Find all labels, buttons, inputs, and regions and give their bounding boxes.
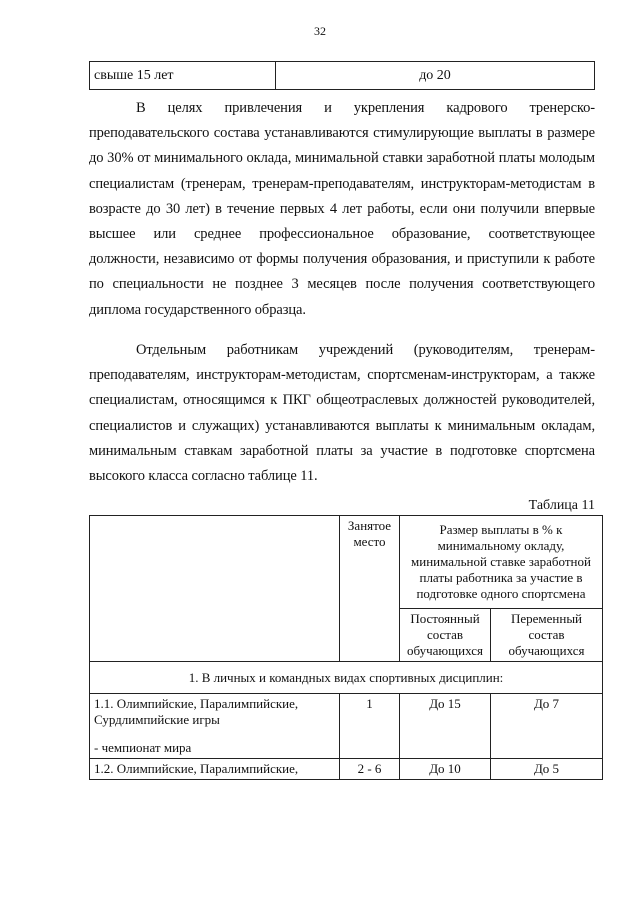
- header-empty-cell: [90, 516, 340, 662]
- competition-cell: [90, 694, 340, 759]
- payment-table: [89, 515, 603, 780]
- spacer: [94, 728, 337, 740]
- place-cell: 1: [340, 694, 400, 759]
- header-variable: Переменный состав обучающихся: [491, 609, 603, 662]
- experience-cell: свыше 15 лет: [90, 62, 276, 90]
- table-row: [90, 694, 603, 759]
- paragraph-young-specialists: В целях привлечения и укрепления кадрового тренерско-преподавательского состава устанавливаются стимулирующие выплаты в размере до 30% от минимального оклада, минимальной ставки заработной платы молодым специалистам (тренерам, тренерам-преподавателям, инструкторам-методистам в возрасте до 30 лет) в течение первых 4 лет работы, если они получили впервые высшее или среднее профессиональное образование, соответствующее должности, независимо от формы получения образования, и приступили к работе по специальности не позднее 3 месяцев после получения соответствующего диплома государственного образца.: [89, 100, 595, 318]
- header-payment-size: Размер выплаты в % к минимальному окладу, минимальной ставке заработной платы работника за участие в подготовке одного спортсмена: [400, 516, 603, 609]
- table-row: [90, 759, 603, 780]
- permanent-cell: До 15: [400, 694, 491, 759]
- section-row: [90, 662, 603, 694]
- competition-sub: - чемпионат мира: [94, 740, 192, 755]
- variable-cell: До 5: [491, 759, 603, 780]
- paragraph-high-class-athletes: Отдельным работникам учреждений (руководителям, тренерам-преподавателям, инструкторам-методистам, спортсменам-инструкторам, а также специалистам, относящимся к ПКГ общеотраслевых должностей руководителей, специалистов и служащих) устанавливаются выплаты к минимальным окладам, минимальным ставкам заработной платы за участие в подготовке спортсмена высокого класса согласно таблице 11.: [89, 342, 595, 485]
- header-place: Занятое место: [340, 516, 400, 662]
- place-cell: 2 - 6: [340, 759, 400, 780]
- table-row: [90, 62, 595, 90]
- coefficient-cell: до 20: [276, 62, 595, 90]
- table-header-row: [90, 516, 603, 609]
- section-title: 1. В личных и командных видах спортивных дисциплин:: [90, 662, 603, 694]
- competition-cell: [90, 759, 340, 780]
- experience-table-fragment: [89, 61, 595, 90]
- variable-cell: До 7: [491, 694, 603, 759]
- permanent-cell: До 10: [400, 759, 491, 780]
- competition-name: 1.1. Олимпийские, Паралимпийские, Сурдлимпийские игры: [94, 696, 299, 727]
- table-caption: Таблица 11: [528, 498, 595, 513]
- page-number: 32: [314, 24, 326, 38]
- competition-name: 1.2. Олимпийские, Паралимпийские,: [94, 761, 299, 776]
- header-permanent: Постоянный состав обучающихся: [400, 609, 491, 662]
